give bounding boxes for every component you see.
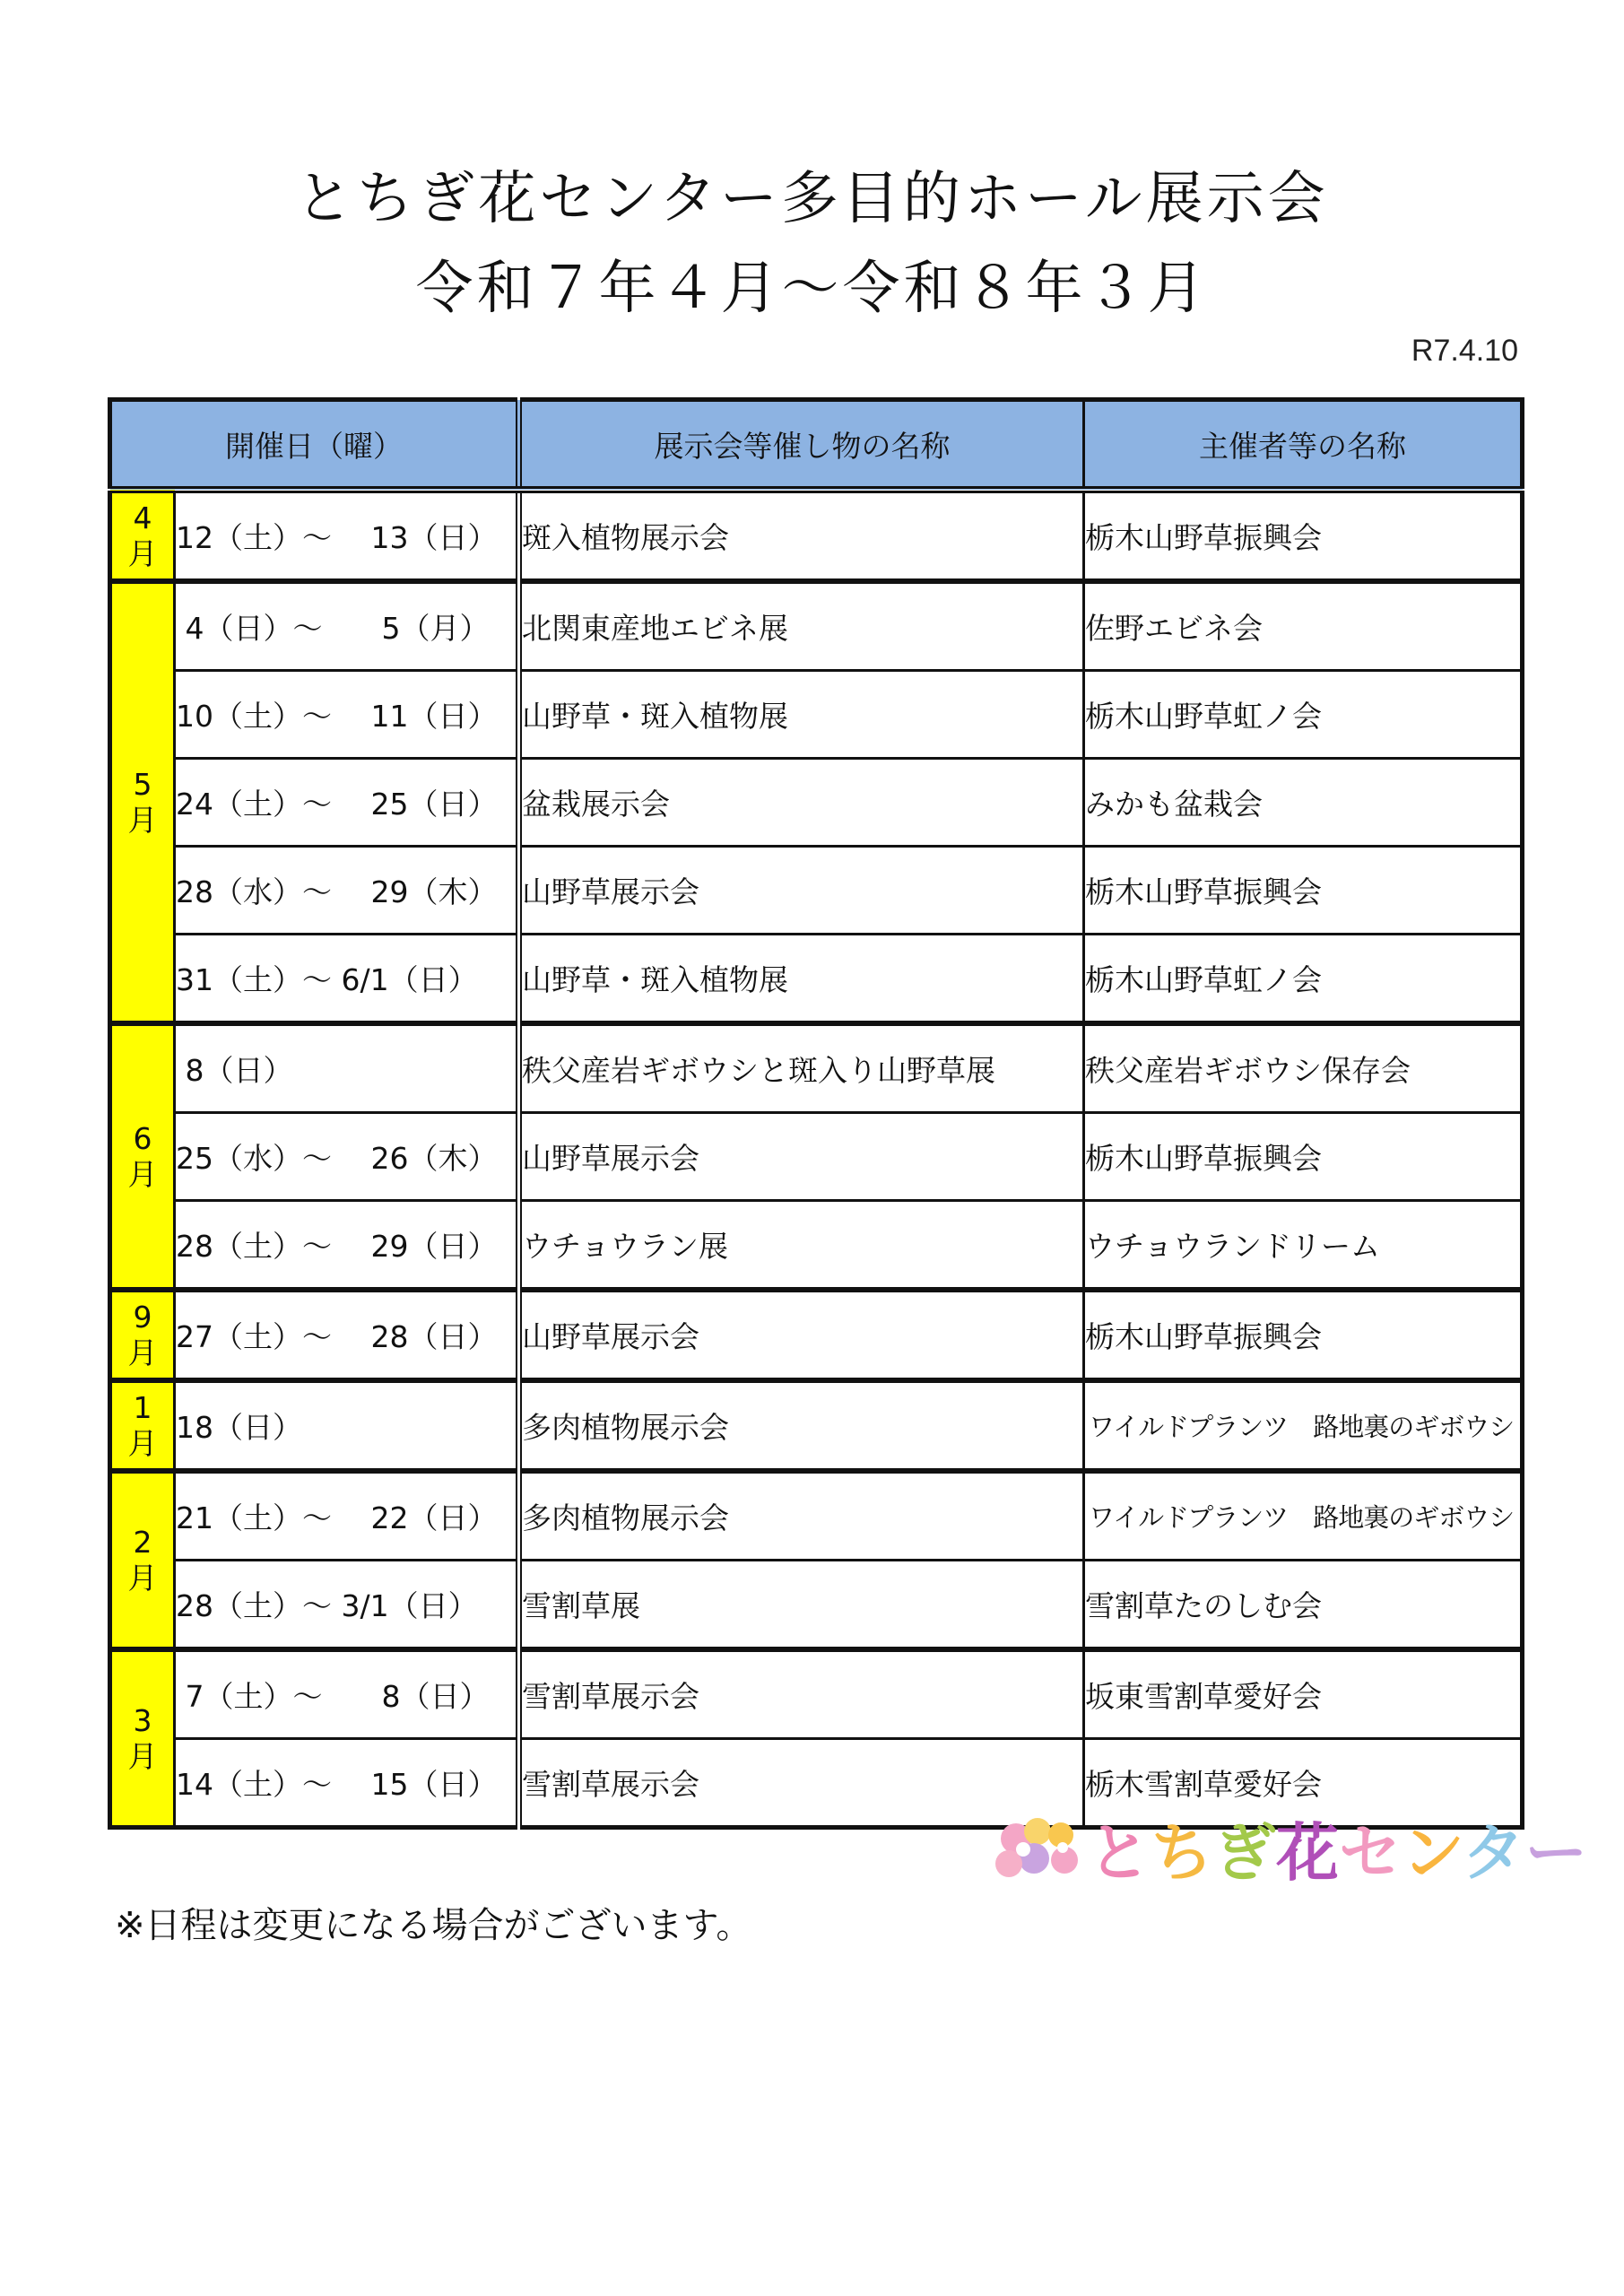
table-row — [110, 1023, 1523, 1113]
date-cell: 10（土）～ 11（日） — [175, 671, 519, 759]
event-cell: 雪割草展示会 — [519, 1649, 1084, 1739]
event-cell: 多肉植物展示会 — [519, 1380, 1084, 1471]
month-label: 月 — [127, 802, 158, 838]
month-label: 月 — [127, 1738, 158, 1774]
month-label: 3 — [133, 1702, 152, 1738]
date-cell: 28（土）～ 29（日） — [175, 1201, 519, 1291]
page-title: とちぎ花センター多目的ホール展示会 — [295, 166, 1329, 232]
organizer-cell: 秩父産岩ギボウシ保存会 — [1084, 1023, 1523, 1113]
month-label: 月 — [127, 1560, 158, 1596]
month-cell — [110, 1290, 175, 1380]
table-row — [110, 1471, 1523, 1561]
date-cell: 14（土）～ 15（日） — [175, 1739, 519, 1828]
table-row — [110, 1201, 1523, 1291]
date-cell: 28（土）～ 3/1（日） — [175, 1561, 519, 1650]
schedule-note: ※日程は変更になる場合がございます。 — [115, 1905, 752, 1946]
organizer-cell: 栃木山野草虹ノ会 — [1084, 935, 1523, 1024]
table-row — [110, 847, 1523, 935]
issue-date: R7.4.10 — [1411, 334, 1518, 368]
month-label: 4 — [133, 500, 152, 535]
table-row — [110, 581, 1523, 671]
header-organizer: 主催者等の名称 — [1084, 400, 1523, 491]
organizer-cell: 栃木山野草振興会 — [1084, 847, 1523, 935]
organizer-cell: ウチョウランドリーム — [1084, 1201, 1523, 1291]
event-cell: 山野草・斑入植物展 — [519, 935, 1084, 1024]
date-cell: 12（土）～ 13（日） — [175, 490, 519, 581]
month-cell — [110, 1471, 175, 1649]
organizer-cell: ワイルドプランツ 路地裏のギボウシ — [1084, 1380, 1523, 1471]
event-cell: 北関東産地エビネ展 — [519, 581, 1084, 671]
event-cell: 盆栽展示会 — [519, 759, 1084, 847]
table-row — [110, 1113, 1523, 1201]
month-label: 5 — [133, 766, 152, 802]
date-cell: 4（日）～ 5（月） — [175, 581, 519, 671]
event-cell: 秩父産岩ギボウシと斑入り山野草展 — [519, 1023, 1084, 1113]
event-cell: 山野草展示会 — [519, 1113, 1084, 1201]
table-row — [110, 1380, 1523, 1471]
month-label: 月 — [127, 1156, 158, 1192]
table-row — [110, 759, 1523, 847]
event-cell: 雪割草展示会 — [519, 1739, 1084, 1828]
organizer-cell: 栃木山野草振興会 — [1084, 1290, 1523, 1380]
event-cell: 山野草・斑入植物展 — [519, 671, 1084, 759]
date-cell: 25（水）～ 26（木） — [175, 1113, 519, 1201]
event-cell: ウチョウラン展 — [519, 1201, 1084, 1291]
organizer-cell: ワイルドプランツ 路地裏のギボウシ — [1084, 1471, 1523, 1561]
date-cell: 27（土）～ 28（日） — [175, 1290, 519, 1380]
logo-text: とちぎ花センター — [1088, 1818, 1588, 1888]
organizer-cell: 栃木山野草虹ノ会 — [1084, 671, 1523, 759]
month-label: 9 — [133, 1299, 152, 1335]
month-cell — [110, 1649, 175, 1828]
table-row — [110, 1290, 1523, 1380]
month-label: 月 — [127, 1335, 158, 1370]
event-cell: 斑入植物展示会 — [519, 490, 1084, 581]
event-cell: 山野草展示会 — [519, 1290, 1084, 1380]
organizer-cell: 雪割草たのしむ会 — [1084, 1561, 1523, 1650]
month-cell — [110, 1023, 175, 1290]
table-row — [110, 935, 1523, 1024]
month-cell — [110, 581, 175, 1023]
date-cell: 7（土）～ 8（日） — [175, 1649, 519, 1739]
header-row — [110, 400, 1523, 491]
schedule-table — [108, 397, 1524, 1830]
event-cell: 多肉植物展示会 — [519, 1471, 1084, 1561]
organizer-cell: 坂東雪割草愛好会 — [1084, 1649, 1523, 1739]
month-label: 月 — [127, 535, 158, 571]
header-date: 開催日（曜） — [110, 400, 519, 491]
month-label: 6 — [133, 1120, 152, 1156]
organizer-cell: 佐野エビネ会 — [1084, 581, 1523, 671]
organizer-cell: 栃木雪割草愛好会 — [1084, 1739, 1523, 1828]
date-cell: 8（日） — [175, 1023, 519, 1113]
flower-icon — [995, 1818, 1078, 1877]
month-cell — [110, 490, 175, 581]
month-label: 月 — [127, 1425, 158, 1461]
header-event: 展示会等催し物の名称 — [519, 400, 1084, 491]
event-cell: 山野草展示会 — [519, 847, 1084, 935]
date-cell: 24（土）～ 25（日） — [175, 759, 519, 847]
table-row — [110, 490, 1523, 581]
date-cell: 18（日） — [175, 1380, 519, 1471]
month-label: 1 — [133, 1389, 152, 1425]
event-cell: 雪割草展 — [519, 1561, 1084, 1650]
page-subtitle: 令和７年４月～令和８年３月 — [415, 256, 1209, 322]
table-row — [110, 1649, 1523, 1739]
date-cell: 28（水）～ 29（木） — [175, 847, 519, 935]
month-label: 2 — [133, 1524, 152, 1560]
table-row — [110, 671, 1523, 759]
date-cell: 21（土）～ 22（日） — [175, 1471, 519, 1561]
organizer-cell: みかも盆栽会 — [1084, 759, 1523, 847]
organizer-cell: 栃木山野草振興会 — [1084, 490, 1523, 581]
month-cell — [110, 1380, 175, 1471]
tochigi-flower-center-logo — [982, 1803, 1588, 1901]
organizer-cell: 栃木山野草振興会 — [1084, 1113, 1523, 1201]
table-row — [110, 1561, 1523, 1650]
date-cell: 31（土）～ 6/1（日） — [175, 935, 519, 1024]
